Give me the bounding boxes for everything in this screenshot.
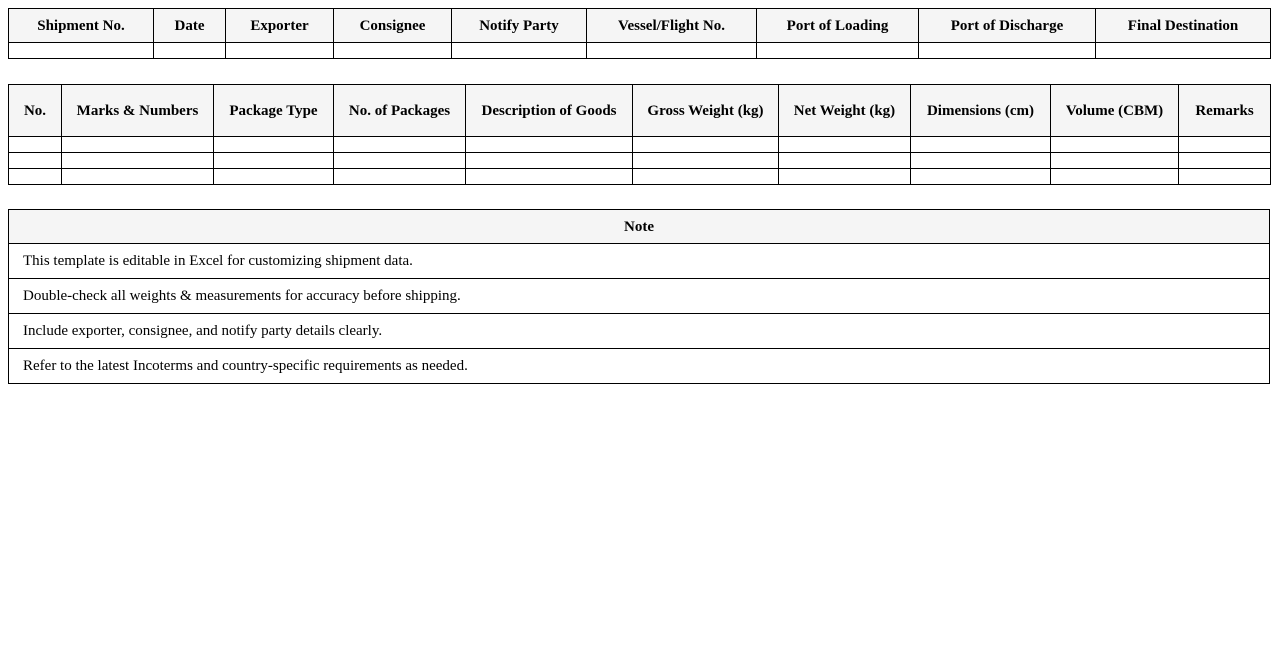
column-header-gross-weight[interactable]: Gross Weight (kg) (633, 85, 779, 137)
note-text: Include exporter, consignee, and notify party details clearly. (9, 314, 1270, 349)
note-text: This template is editable in Excel for customizing shipment data. (9, 244, 1270, 279)
list-item (9, 279, 1270, 314)
goods-details-table (8, 84, 1271, 185)
table-cell[interactable] (334, 137, 466, 153)
table-cell[interactable] (1179, 169, 1271, 185)
table-cell[interactable] (911, 137, 1051, 153)
table-cell[interactable] (62, 137, 214, 153)
table-cell[interactable] (466, 169, 633, 185)
table-row (9, 137, 1271, 153)
table-cell[interactable] (9, 153, 62, 169)
note-text: Double-check all weights & measurements for accuracy before shipping. (9, 279, 1270, 314)
table-cell[interactable] (154, 43, 226, 59)
table-cell[interactable] (9, 137, 62, 153)
column-header-remarks[interactable]: Remarks (1179, 85, 1271, 137)
list-item (9, 244, 1270, 279)
table-cell[interactable] (466, 153, 633, 169)
table-cell[interactable] (911, 153, 1051, 169)
shipment-header-row (9, 9, 1271, 43)
list-item (9, 349, 1270, 384)
table-cell[interactable] (452, 43, 587, 59)
table-cell[interactable] (9, 43, 154, 59)
table-row (9, 153, 1271, 169)
table-cell[interactable] (1051, 153, 1179, 169)
table-cell[interactable] (334, 153, 466, 169)
notes-header-row (9, 210, 1270, 244)
goods-header-row (9, 85, 1271, 137)
table-cell[interactable] (334, 169, 466, 185)
table-cell[interactable] (214, 169, 334, 185)
note-text: Refer to the latest Incoterms and country-specific requirements as needed. (9, 349, 1270, 384)
column-header-package-type[interactable]: Package Type (214, 85, 334, 137)
table-cell[interactable] (587, 43, 757, 59)
table-cell[interactable] (633, 169, 779, 185)
table-cell[interactable] (757, 43, 919, 59)
shipment-details-table (8, 8, 1271, 59)
column-header-volume[interactable]: Volume (CBM) (1051, 85, 1179, 137)
column-header-final-destination[interactable]: Final Destination (1096, 9, 1271, 43)
column-header-no[interactable]: No. (9, 85, 62, 137)
column-header-shipment-no[interactable]: Shipment No. (9, 9, 154, 43)
column-header-no-of-packages[interactable]: No. of Packages (334, 85, 466, 137)
column-header-exporter[interactable]: Exporter (226, 9, 334, 43)
column-header-dimensions[interactable]: Dimensions (cm) (911, 85, 1051, 137)
table-cell[interactable] (1051, 169, 1179, 185)
list-item (9, 314, 1270, 349)
column-header-port-of-loading[interactable]: Port of Loading (757, 9, 919, 43)
table-cell[interactable] (214, 137, 334, 153)
table-cell[interactable] (779, 137, 911, 153)
table-cell[interactable] (334, 43, 452, 59)
table-cell[interactable] (911, 169, 1051, 185)
column-header-description-of-goods[interactable]: Description of Goods (466, 85, 633, 137)
column-header-vessel-flight-no[interactable]: Vessel/Flight No. (587, 9, 757, 43)
table-cell[interactable] (633, 137, 779, 153)
table-cell[interactable] (1179, 137, 1271, 153)
table-cell[interactable] (919, 43, 1096, 59)
column-header-date[interactable]: Date (154, 9, 226, 43)
table-cell[interactable] (1051, 137, 1179, 153)
column-header-consignee[interactable]: Consignee (334, 9, 452, 43)
table-cell[interactable] (779, 153, 911, 169)
column-header-port-of-discharge[interactable]: Port of Discharge (919, 9, 1096, 43)
table-row (9, 169, 1271, 185)
table-row (9, 43, 1271, 59)
notes-table (8, 209, 1270, 384)
table-cell[interactable] (779, 169, 911, 185)
notes-header: Note (9, 210, 1270, 244)
table-cell[interactable] (214, 153, 334, 169)
table-cell[interactable] (62, 153, 214, 169)
table-cell[interactable] (226, 43, 334, 59)
column-header-marks-numbers[interactable]: Marks & Numbers (62, 85, 214, 137)
table-cell[interactable] (1179, 153, 1271, 169)
table-cell[interactable] (466, 137, 633, 153)
column-header-net-weight[interactable]: Net Weight (kg) (779, 85, 911, 137)
column-header-notify-party[interactable]: Notify Party (452, 9, 587, 43)
table-cell[interactable] (1096, 43, 1271, 59)
table-cell[interactable] (62, 169, 214, 185)
table-cell[interactable] (9, 169, 62, 185)
table-cell[interactable] (633, 153, 779, 169)
